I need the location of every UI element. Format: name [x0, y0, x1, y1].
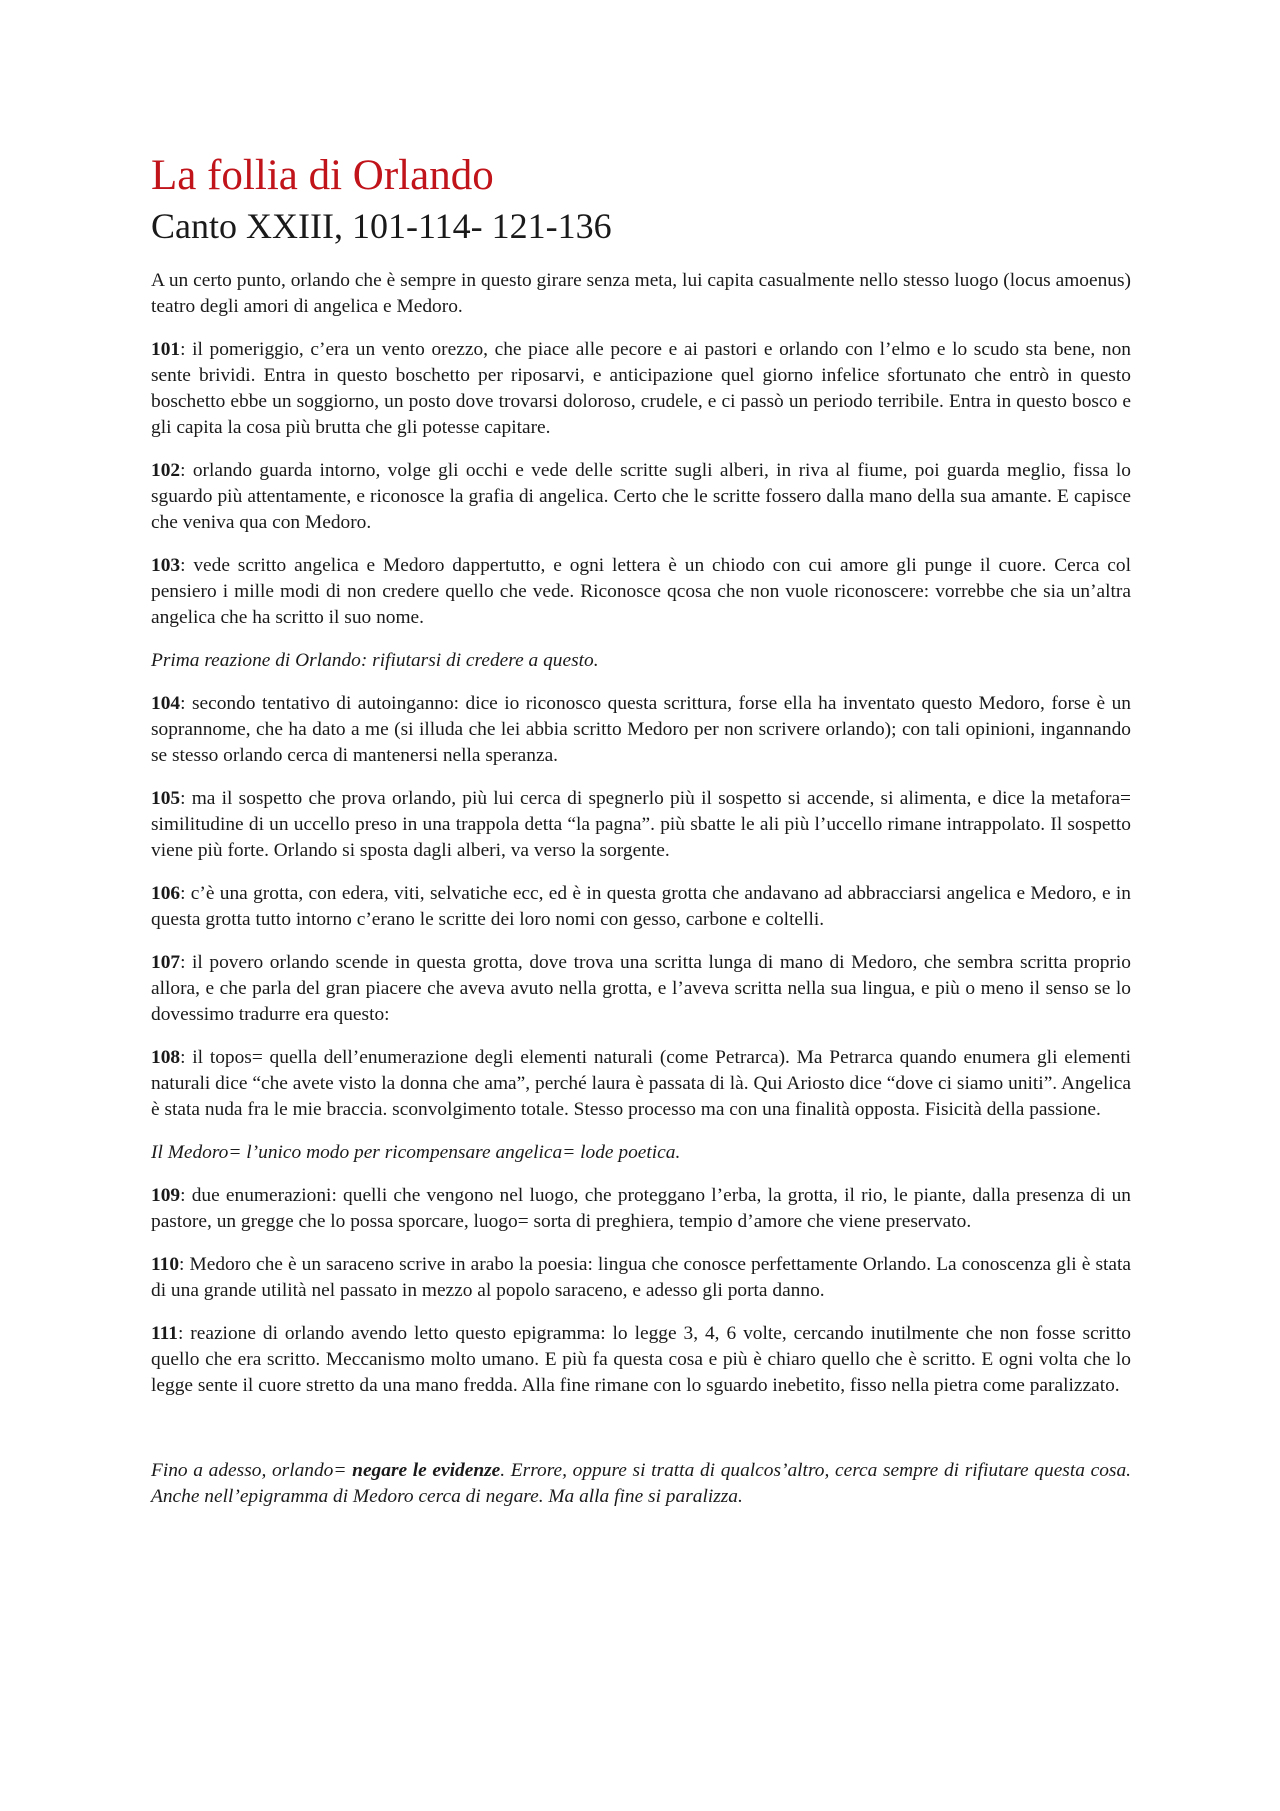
conclusion-text: Fino a adesso, orlando= [151, 1460, 353, 1481]
paragraph-103 [151, 553, 1131, 631]
stanza-number: 108 [151, 1047, 181, 1068]
stanza-number: 107 [151, 952, 181, 973]
conclusion-bold-text: negare le evidenze [352, 1460, 501, 1481]
paragraph-text: : orlando guarda intorno, volge gli occhi e vede delle scritte sugli alberi, in riva al fiume, poi guarda meglio, fissa lo sguardo più attentamente, e riconosce la grafia di angelica. Certo che le scritte fossero dalla mano della sua amante. E capisce che veniva qua con Medoro. [151, 460, 1131, 533]
document-subtitle: Canto XXIII, 101-114- 121-136 [151, 206, 612, 246]
stanza-number: 109 [151, 1185, 181, 1206]
paragraph-105 [151, 786, 1131, 864]
blank-line [151, 1416, 1131, 1458]
paragraph-106 [151, 881, 1131, 933]
paragraph-107 [151, 950, 1131, 1028]
paragraph-text: : il topos= quella dell’enumerazione degli elementi naturali (come Petrarca). Ma Petrarca quando enumera gli elementi naturali dice “che avete visto la donna che ama”, perché laura è passata di là. Qui Ariosto dice “dove ci siamo uniti”. Angelica è stata nuda fra le mie braccia. sconvolgimento totale. Stesso processo ma con una finalità opposta. Fisicità della passione. [151, 1047, 1131, 1120]
paragraph-110 [151, 1252, 1131, 1304]
document-page [151, 150, 1131, 1527]
paragraph-102 [151, 458, 1131, 536]
stanza-number: 103 [151, 555, 181, 576]
paragraph-text: : vede scritto angelica e Medoro dappertutto, e ogni lettera è un chiodo con cui amore gli punge il cuore. Cerca col pensiero i mille modi di non credere quello che vede. Riconosce qcosa che non vuole riconoscere: vorrebbe che sia un’altra angelica che ha scritto il suo nome. [151, 555, 1131, 628]
stanza-number: 111 [151, 1323, 178, 1344]
note-paragraph: Prima reazione di Orlando: rifiutarsi di credere a questo. [151, 650, 599, 671]
conclusion-paragraph [151, 1458, 1131, 1510]
paragraph-text: : il povero orlando scende in questa grotta, dove trova una scritta lunga di mano di Medoro, che sembra scritta proprio allora, e che parla del gran piacere che aveva avuto nella grotta, e l’aveva scritta nella sua lingua, e più o meno il senso se lo dovessimo tradurre era questo: [151, 952, 1131, 1025]
stanza-number: 101 [151, 339, 181, 360]
paragraph-text: : ma il sospetto che prova orlando, più lui cerca di spegnerlo più il sospetto si accende, si alimenta, e dice la metafora= similitudine di un uccello preso in una trappola detta “la pagna”. più sbatte le ali più l’uccello rimane intrappolato. Il sospetto viene più forte. Orlando si sposta dagli alberi, va verso la sorgente. [151, 788, 1131, 861]
paragraph-text: : secondo tentativo di autoinganno: dice io riconosco questa scrittura, forse ella ha inventato questo Medoro, forse è un soprannome, che ha dato a me (si illuda che lei abbia scritto Medoro per non scrivere orlando); con tali opinioni, ingannando se stesso orlando cerca di mantenersi nella speranza. [151, 693, 1131, 766]
paragraph-101 [151, 337, 1131, 441]
intro-paragraph: A un certo punto, orlando che è sempre in questo girare senza meta, lui capita casualmente nello stesso luogo (locus amoenus) teatro degli amori di angelica e Medoro. [151, 270, 1131, 317]
stanza-number: 106 [151, 883, 181, 904]
paragraph-text: : reazione di orlando avendo letto questo epigramma: lo legge 3, 4, 6 volte, cercando inutilmente che non fosse scritto quello che era scritto. Meccanismo molto umano. E più fa questa cosa e più è chiaro quello che è scritto. E ogni volta che lo legge sente il cuore stretto da una mano fredda. Alla fine rimane con lo sguardo inebetito, fisso nella pietra come paralizzato. [151, 1323, 1131, 1396]
paragraph-text: : due enumerazioni: quelli che vengono nel luogo, che proteggano l’erba, la grotta, il rio, le piante, dalla presenza di un pastore, un gregge che lo possa sporcare, luogo= sorta di preghiera, tempio d’amore che viene preservato. [151, 1185, 1131, 1232]
note-paragraph: Il Medoro= l’unico modo per ricompensare angelica= lode poetica. [151, 1142, 681, 1163]
paragraph-104 [151, 691, 1131, 769]
paragraph-109 [151, 1183, 1131, 1235]
stanza-number: 105 [151, 788, 181, 809]
stanza-number: 104 [151, 693, 181, 714]
document-title: La follia di Orlando [151, 152, 494, 199]
stanza-number: 110 [151, 1254, 180, 1275]
conclusion-text: . Errore, oppure si tratta di qualcos’altro, cerca sempre di rifiutare questa cosa. Anche nell’epigramma di Medoro cerca di negare. Ma alla fine si paralizza. [151, 1460, 1131, 1507]
paragraph-111 [151, 1321, 1131, 1399]
stanza-number: 102 [151, 460, 181, 481]
paragraph-108 [151, 1045, 1131, 1123]
paragraph-text: : Medoro che è un saraceno scrive in arabo la poesia: lingua che conosce perfettamente Orlando. La conoscenza gli è stata di una grande utilità nel passato in mezzo al popolo saraceno, e adesso gli porta danno. [151, 1254, 1131, 1301]
paragraph-text: : c’è una grotta, con edera, viti, selvatiche ecc, ed è in questa grotta che andavano ad abbracciarsi angelica e Medoro, e in questa grotta tutto intorno c’erano le scritte dei loro nomi con gesso, carbone e coltelli. [151, 883, 1131, 930]
paragraph-text: : il pomeriggio, c’era un vento orezzo, che piace alle pecore e ai pastori e orlando con l’elmo e lo scudo sta bene, non sente brividi. Entra in questo boschetto per riposarvi, e anticipazione quel giorno infelice sfortunato che entrò in questo boschetto ebbe un soggiorno, un posto dove trovarsi doloroso, crudele, e ci passò un periodo terribile. Entra in questo bosco e gli capita la cosa più brutta che gli potesse capitare. [151, 339, 1131, 438]
